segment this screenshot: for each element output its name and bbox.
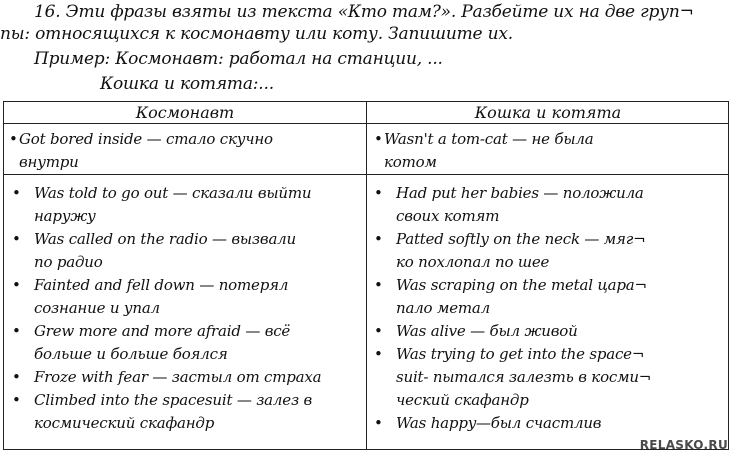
answer-table: [3, 101, 729, 450]
list-item-line: Patted softly on the neck — мяг¬: [396, 230, 646, 248]
header-divider: [4, 123, 728, 124]
list-item-line: Grew more and more afraid — всё: [34, 322, 291, 340]
list-item: [374, 228, 724, 274]
bullet-icon: •: [12, 391, 21, 409]
list-item-line: Climbed into the spacesuit — залез в: [34, 391, 313, 409]
list-item: [374, 320, 724, 343]
list-item-line: Wasn't a tom-cat — не была: [384, 130, 594, 148]
list-item-text: [34, 182, 362, 228]
list-item-text: [396, 182, 724, 228]
list-item-text: [34, 228, 362, 274]
list-item: [374, 274, 724, 320]
bullet-icon: •: [374, 130, 383, 148]
list-item-line: больше и больше боялся: [34, 345, 228, 363]
watermark: RELASKO.RU: [639, 438, 728, 452]
list-item: [12, 366, 362, 389]
list-item-line: котом: [384, 153, 437, 171]
list-item-line: по радио: [34, 253, 103, 271]
example-line-cosmonaut: Пример: Космонавт: работал на станции, ...: [34, 49, 443, 69]
cell-cats-list: [374, 182, 724, 435]
list-item-line: Was trying to get into the space¬: [396, 345, 645, 363]
header-cats: Кошка и котята: [474, 103, 622, 122]
cell-cosmonaut-list: [12, 182, 362, 435]
list-item: [374, 128, 724, 174]
list-item-text: [19, 128, 359, 174]
example-line-cats: Кошка и котята:...: [100, 74, 274, 94]
list-item-line: своих котят: [396, 207, 500, 225]
list-item: [12, 274, 362, 320]
bullet-icon: •: [374, 276, 383, 294]
list-item: [9, 128, 359, 174]
list-item-line: внутри: [19, 153, 79, 171]
cell-cats-first: [374, 128, 724, 174]
list-item-line: Fainted and fell down — потерял: [34, 276, 289, 294]
list-item-text: [396, 320, 724, 343]
list-item-line: наружу: [34, 207, 96, 225]
list-item: [374, 412, 724, 435]
bullet-icon: •: [374, 230, 383, 248]
bullet-icon: •: [12, 230, 21, 248]
list-item-line: suit- пытался залезть в косми¬: [396, 368, 652, 386]
bullet-icon: •: [12, 276, 21, 294]
header-cosmonaut: Космонавт: [135, 103, 235, 122]
list-item-line: Was called on the radio — вызвали: [34, 230, 296, 248]
list-item: [12, 389, 362, 435]
list-item-text: [396, 274, 724, 320]
list-item-text: [34, 389, 362, 435]
list-item-line: пало метал: [396, 299, 490, 317]
list-item-line: ческий скафандр: [396, 391, 529, 409]
bullet-icon: •: [374, 322, 383, 340]
list-item: [374, 343, 724, 412]
bullet-icon: •: [374, 345, 383, 363]
list-item-text: [396, 343, 724, 412]
bullet-icon: •: [374, 184, 383, 202]
list-item-line: Was alive — был живой: [396, 322, 578, 340]
exercise-instruction-line-2: пы: относящихся к космонавту или коту. Запишите их.: [0, 24, 513, 44]
list-item-line: Was happy—был счастлив: [396, 414, 602, 432]
list-item-text: [34, 274, 362, 320]
list-item: [12, 182, 362, 228]
list-item-line: Froze with fear — застыл от страха: [34, 368, 322, 386]
list-item-line: сознание и упал: [34, 299, 160, 317]
list-item-text: [34, 320, 362, 366]
list-item-line: ко похлопал по шее: [396, 253, 550, 271]
list-item-line: Had put her babies — положила: [396, 184, 644, 202]
list-item-text: [396, 412, 724, 435]
list-item-line: космический скафандр: [34, 414, 215, 432]
list-item-text: [384, 128, 724, 174]
column-divider: [366, 102, 367, 449]
list-item: [374, 182, 724, 228]
exercise-instruction-line-1: 16. Эти фразы взяты из текста «Кто там?». Разбейте их на две груп¬: [34, 2, 694, 22]
list-item-text: [396, 228, 724, 274]
bullet-icon: •: [12, 368, 21, 386]
bullet-icon: •: [12, 322, 21, 340]
list-item-text: [34, 366, 362, 389]
row-divider: [4, 174, 728, 175]
list-item: [12, 228, 362, 274]
list-item-line: Got bored inside — стало скучно: [19, 130, 273, 148]
bullet-icon: •: [374, 414, 383, 432]
bullet-icon: •: [12, 184, 21, 202]
bullet-icon: •: [9, 130, 18, 148]
list-item: [12, 320, 362, 366]
list-item-line: Was scraping on the metal цара¬: [396, 276, 647, 294]
list-item-line: Was told to go out — сказали выйти: [34, 184, 312, 202]
cell-cosmonaut-first: [9, 128, 359, 174]
